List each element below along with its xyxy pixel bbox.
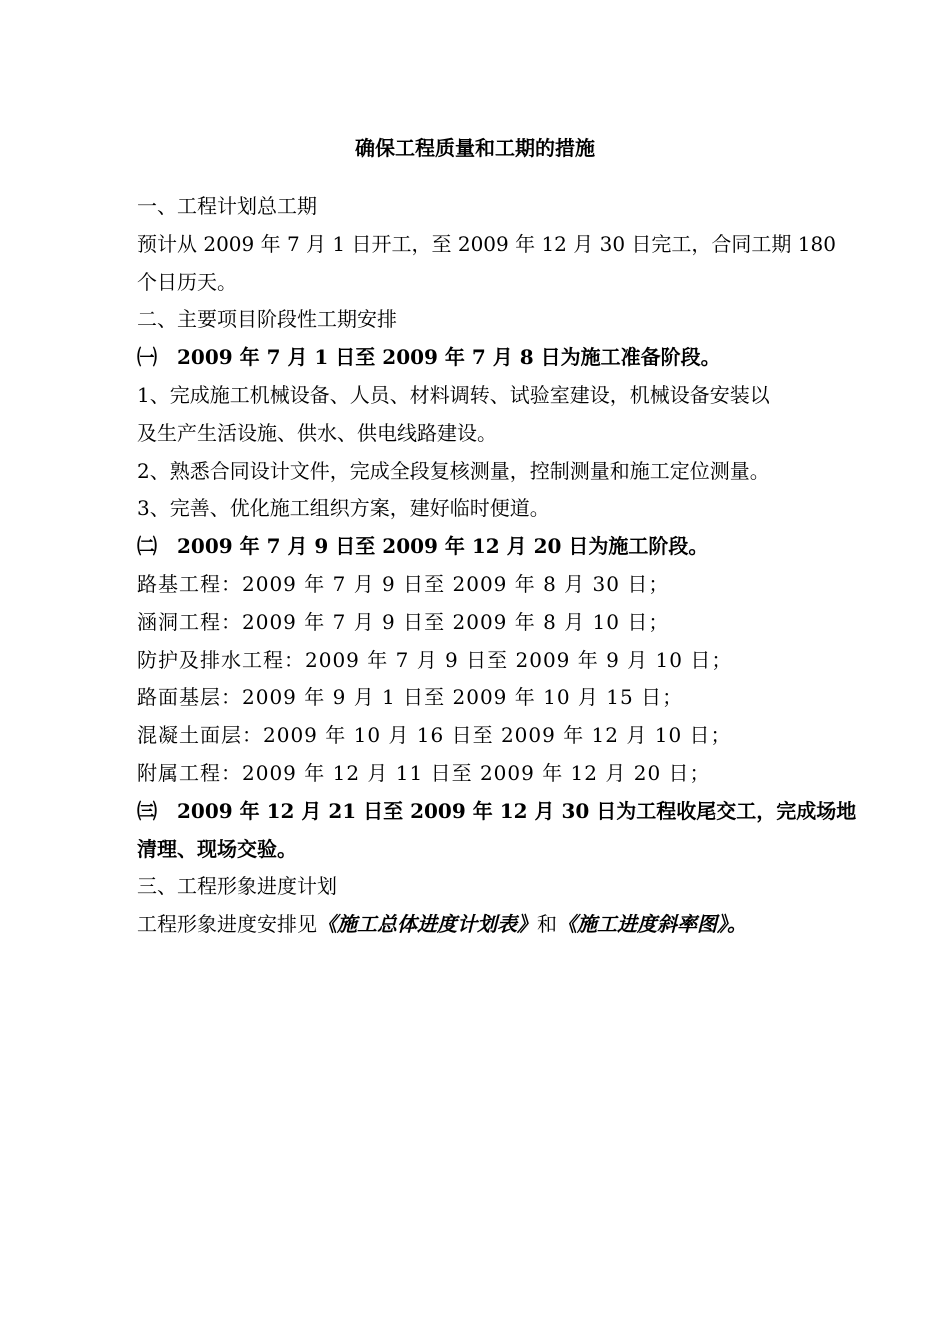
phase-1-heading: ㈠ 2009 年 7 月 1 日至 2009 年 7 月 8 日为施工准备阶段。	[137, 345, 721, 370]
schedule-item-roadbed: 路基工程：2009 年 7 月 9 日至 2009 年 8 月 30 日；	[137, 571, 670, 596]
schedule-item-ancillary: 附属工程：2009 年 12 月 11 日至 2009 年 12 月 20 日；	[137, 760, 711, 785]
phase-1-item-1-line-1: 1、完成施工机械设备、人员、材料调转、试验室建设，机械设备安装以	[137, 382, 770, 407]
reference-overall-schedule: 《施工总体进度计划表》	[317, 912, 537, 937]
section-1-text-line-2: 个日历天。	[137, 269, 237, 294]
phase-1-item-2: 2、熟悉合同设计文件，完成全段复核测量，控制测量和施工定位测量。	[137, 458, 770, 483]
document-title: 确保工程质量和工期的措施	[355, 136, 595, 160]
section-3-text-mid: 和	[537, 912, 557, 937]
schedule-item-culvert: 涵洞工程：2009 年 7 月 9 日至 2009 年 8 月 10 日；	[137, 609, 670, 634]
section-1-heading: 一、工程计划总工期	[137, 194, 317, 218]
schedule-item-pavement-base: 路面基层：2009 年 9 月 1 日至 2009 年 10 月 15 日；	[137, 685, 684, 710]
section-1-text-line-1: 预计从 2009 年 7 月 1 日开工，至 2009 年 12 月 30 日完工，合同工期 180	[137, 231, 836, 256]
section-3-heading: 三、工程形象进度计划	[137, 874, 337, 899]
section-3-text-prefix: 工程形象进度安排见	[137, 912, 317, 937]
document-body	[137, 188, 857, 944]
section-3-text	[137, 906, 857, 944]
schedule-item-protection-drainage: 防护及排水工程：2009 年 7 月 9 日至 2009 年 9 月 10 日；	[137, 647, 733, 672]
phase-1-item-3: 3、完善、优化施工组织方案，建好临时便道。	[137, 496, 550, 521]
phase-1-item-1-line-2: 及生产生活设施、供水、供电线路建设。	[137, 420, 497, 445]
section-2-heading: 二、主要项目阶段性工期安排	[137, 307, 397, 332]
phase-3-heading-line-2: 清理、现场交验。	[137, 836, 297, 861]
phase-2-heading: ㈡ 2009 年 7 月 9 日至 2009 年 12 月 20 日为施工阶段。	[137, 534, 709, 559]
schedule-item-concrete-surface: 混凝土面层：2009 年 10 月 16 日至 2009 年 12 月 10 日；	[137, 723, 732, 748]
phase-3-heading-line-1: ㈢ 2009 年 12 月 21 日至 2009 年 12 月 30 日为工程收尾交工，完成场地	[137, 798, 857, 823]
reference-slope-chart: 《施工进度斜率图》。	[557, 912, 747, 937]
